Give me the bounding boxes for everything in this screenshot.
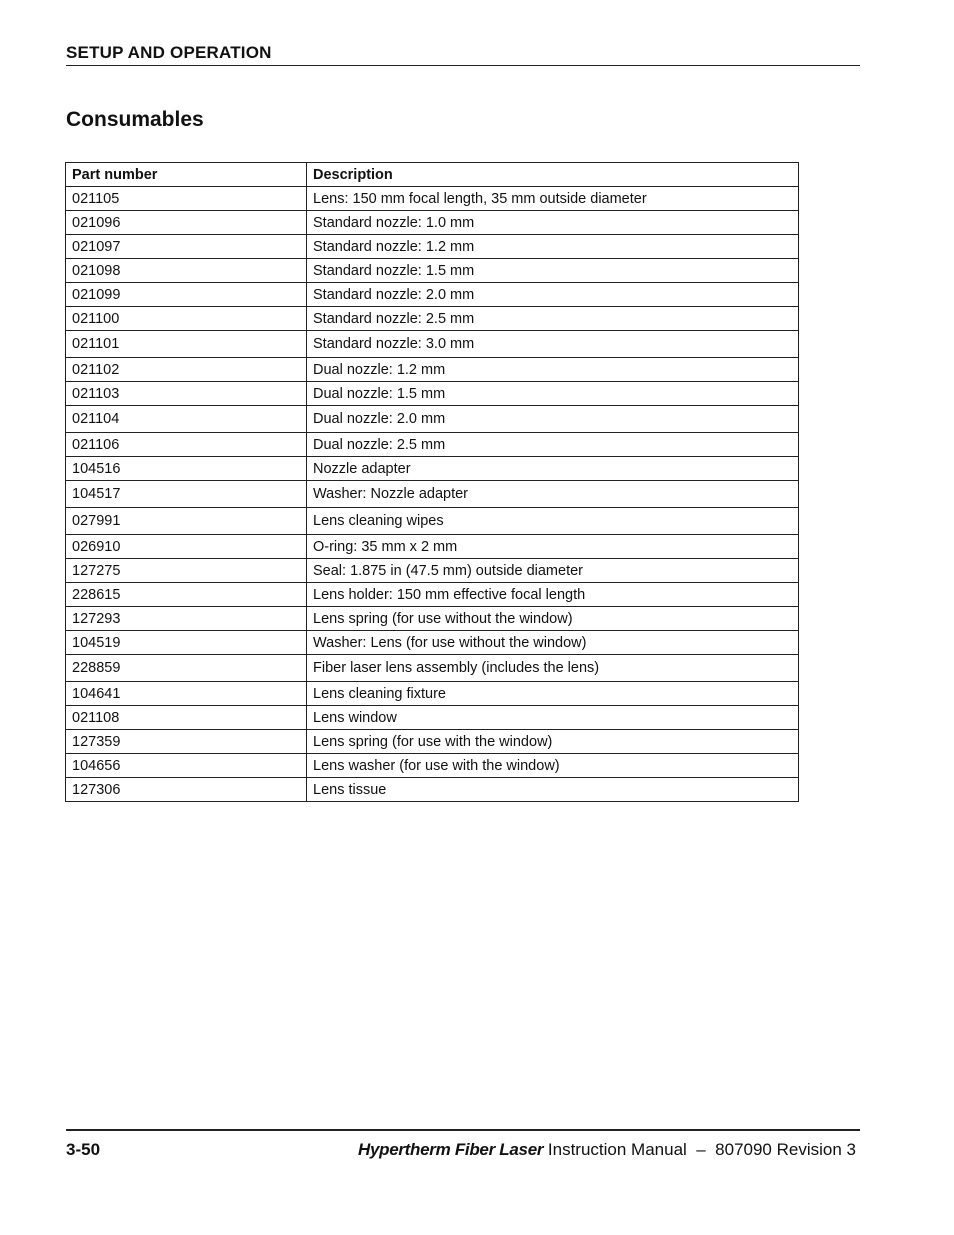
part-number-cell: 021098 bbox=[66, 259, 307, 283]
part-number-cell: 104519 bbox=[66, 631, 307, 655]
table-row bbox=[66, 583, 799, 607]
table-row bbox=[66, 331, 799, 358]
table-row bbox=[66, 307, 799, 331]
description-cell: Lens spring (for use with the window) bbox=[307, 730, 799, 754]
part-number-cell: 228615 bbox=[66, 583, 307, 607]
part-number-cell: 127359 bbox=[66, 730, 307, 754]
table-row bbox=[66, 457, 799, 481]
table-row bbox=[66, 259, 799, 283]
part-number-cell: 127275 bbox=[66, 559, 307, 583]
section-title: SETUP AND OPERATION bbox=[66, 43, 272, 62]
table-row bbox=[66, 283, 799, 307]
document-reference bbox=[358, 1140, 856, 1160]
description-cell: Lens holder: 150 mm effective focal length bbox=[307, 583, 799, 607]
description-cell: Seal: 1.875 in (47.5 mm) outside diameter bbox=[307, 559, 799, 583]
part-number-cell: 104516 bbox=[66, 457, 307, 481]
description-cell: Washer: Nozzle adapter bbox=[307, 481, 799, 508]
table-row bbox=[66, 187, 799, 211]
table-row bbox=[66, 655, 799, 682]
description-cell: Dual nozzle: 2.0 mm bbox=[307, 406, 799, 433]
table-row bbox=[66, 433, 799, 457]
description-cell: Nozzle adapter bbox=[307, 457, 799, 481]
table-row bbox=[66, 754, 799, 778]
part-number-cell: 021104 bbox=[66, 406, 307, 433]
document-info: Instruction Manual – 807090 Revision 3 bbox=[543, 1140, 856, 1159]
page-title: Consumables bbox=[66, 108, 204, 131]
page-number: 3-50 bbox=[66, 1140, 101, 1159]
description-cell: Standard nozzle: 1.5 mm bbox=[307, 259, 799, 283]
description-cell: Standard nozzle: 2.0 mm bbox=[307, 283, 799, 307]
table-row bbox=[66, 631, 799, 655]
section-header bbox=[66, 43, 860, 66]
description-cell: Fiber laser lens assembly (includes the lens) bbox=[307, 655, 799, 682]
description-cell: Lens spring (for use without the window) bbox=[307, 607, 799, 631]
description-cell: Standard nozzle: 1.2 mm bbox=[307, 235, 799, 259]
column-header-part-number: Part number bbox=[66, 163, 307, 187]
part-number-cell: 127306 bbox=[66, 778, 307, 802]
part-number-cell: 104656 bbox=[66, 754, 307, 778]
table-row bbox=[66, 358, 799, 382]
part-number-cell: 021105 bbox=[66, 187, 307, 211]
table-row bbox=[66, 382, 799, 406]
description-cell: Lens washer (for use with the window) bbox=[307, 754, 799, 778]
description-cell: O-ring: 35 mm x 2 mm bbox=[307, 535, 799, 559]
brand-name: Hypertherm Fiber Laser bbox=[357, 1140, 544, 1159]
part-number-cell: 021106 bbox=[66, 433, 307, 457]
table-row bbox=[66, 559, 799, 583]
description-cell: Standard nozzle: 3.0 mm bbox=[307, 331, 799, 358]
description-cell: Lens window bbox=[307, 706, 799, 730]
table-header-row bbox=[66, 163, 799, 187]
part-number-cell: 021103 bbox=[66, 382, 307, 406]
description-cell: Lens cleaning wipes bbox=[307, 508, 799, 535]
description-cell: Lens tissue bbox=[307, 778, 799, 802]
table-row bbox=[66, 730, 799, 754]
part-number-cell: 127293 bbox=[66, 607, 307, 631]
table-row bbox=[66, 682, 799, 706]
description-cell: Dual nozzle: 2.5 mm bbox=[307, 433, 799, 457]
table-row bbox=[66, 706, 799, 730]
description-cell: Standard nozzle: 1.0 mm bbox=[307, 211, 799, 235]
table-row bbox=[66, 535, 799, 559]
description-cell: Washer: Lens (for use without the window) bbox=[307, 631, 799, 655]
description-cell: Dual nozzle: 1.5 mm bbox=[307, 382, 799, 406]
part-number-cell: 021102 bbox=[66, 358, 307, 382]
part-number-cell: 021097 bbox=[66, 235, 307, 259]
part-number-cell: 026910 bbox=[66, 535, 307, 559]
part-number-cell: 021096 bbox=[66, 211, 307, 235]
part-number-cell: 104517 bbox=[66, 481, 307, 508]
consumables-table bbox=[65, 162, 799, 802]
part-number-cell: 027991 bbox=[66, 508, 307, 535]
column-header-description: Description bbox=[307, 163, 799, 187]
part-number-cell: 021099 bbox=[66, 283, 307, 307]
table-row bbox=[66, 607, 799, 631]
description-cell: Lens: 150 mm focal length, 35 mm outside diameter bbox=[307, 187, 799, 211]
part-number-cell: 021108 bbox=[66, 706, 307, 730]
description-cell: Lens cleaning fixture bbox=[307, 682, 799, 706]
table-row bbox=[66, 508, 799, 535]
part-number-cell: 021100 bbox=[66, 307, 307, 331]
table-row bbox=[66, 778, 799, 802]
table-row bbox=[66, 235, 799, 259]
description-cell: Dual nozzle: 1.2 mm bbox=[307, 358, 799, 382]
part-number-cell: 104641 bbox=[66, 682, 307, 706]
part-number-cell: 228859 bbox=[66, 655, 307, 682]
table-row bbox=[66, 481, 799, 508]
table-row bbox=[66, 211, 799, 235]
part-number-cell: 021101 bbox=[66, 331, 307, 358]
table-row bbox=[66, 406, 799, 433]
description-cell: Standard nozzle: 2.5 mm bbox=[307, 307, 799, 331]
page-footer bbox=[66, 1129, 860, 1165]
